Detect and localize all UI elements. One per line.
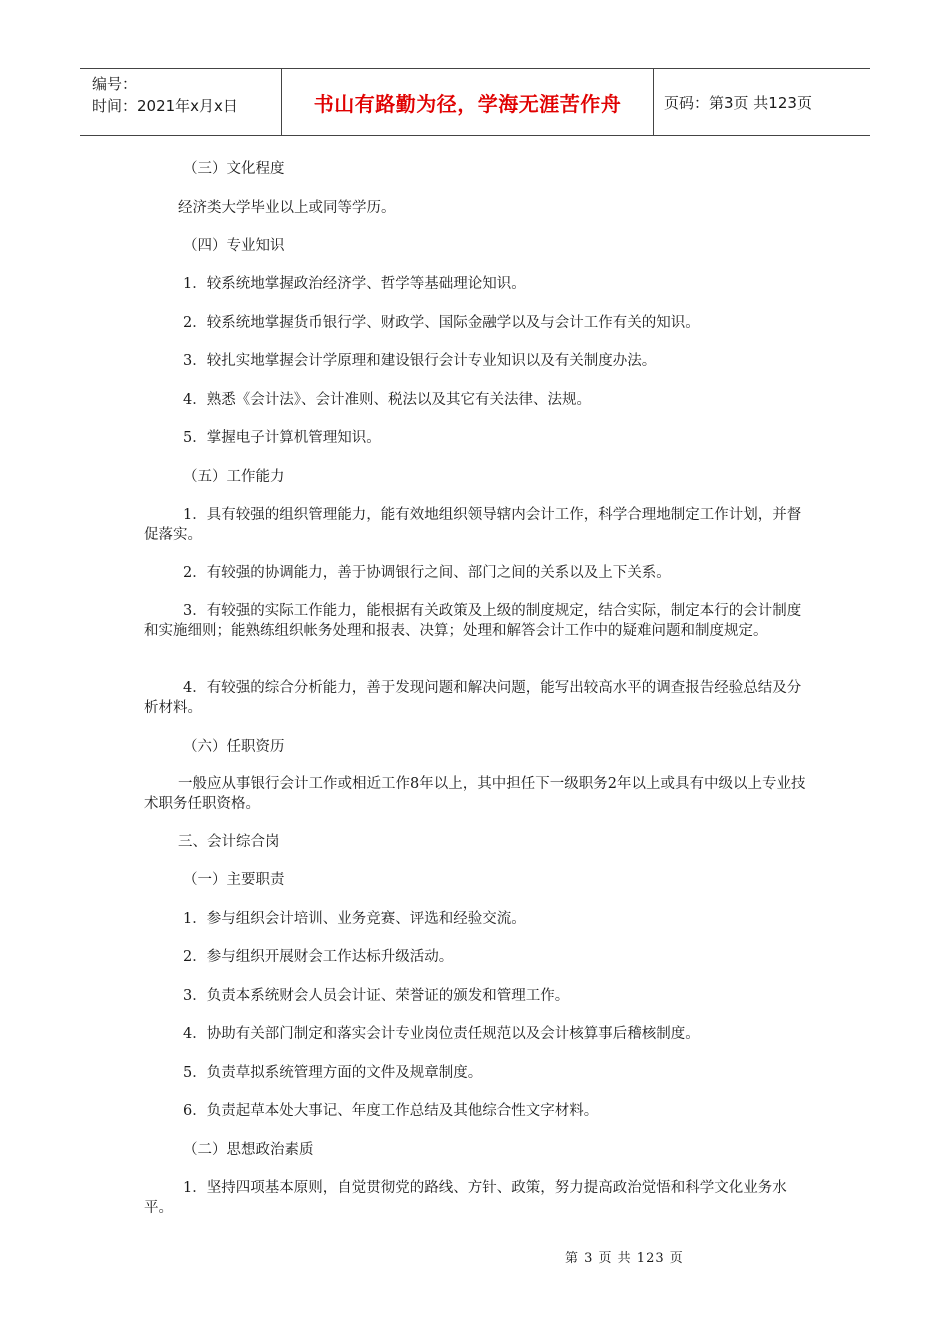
header-page-cell	[654, 69, 870, 135]
page-footer: 第 3 页 共 123 页	[565, 1251, 684, 1266]
list-item: 5．掌握电子计算机管理知识。	[183, 430, 381, 446]
list-item: 2．有较强的协调能力，善于协调银行之间、部门之间的关系以及上下关系。	[183, 565, 671, 581]
list-item: 6．负责起草本处大事记、年度工作总结及其他综合性文字材料。	[183, 1103, 599, 1119]
section-heading: （四）专业知识	[183, 238, 285, 254]
list-item: 1．具有较强的组织管理能力，能有效地组织领导辖内会计工作，科学合理地制定工作计划，并督促落实。	[144, 507, 802, 543]
list-item: 3．负责本系统财会人员会计证、荣誉证的颁发和管理工作。	[183, 988, 570, 1004]
doc-date-label: 时间：2021年x月x日	[92, 97, 238, 115]
section-heading: （六）任职资历	[183, 739, 285, 755]
doc-number-label: 编号：	[92, 75, 138, 93]
header-motto: 书山有路勤为径，学海无涯苦作舟	[313, 91, 622, 116]
page-header	[80, 68, 870, 136]
paragraph: 一般应从事银行会计工作或相近工作8年以上，其中担任下一级职务2年以上或具有中级以上专业技术职务任职资格。	[144, 776, 806, 812]
list-item: 1．坚持四项基本原则，自觉贯彻党的路线、方针、政策，努力提高政治觉悟和科学文化业务水平。	[144, 1180, 787, 1216]
list-item: 4．协助有关部门制定和落实会计专业岗位责任规范以及会计核算事后稽核制度。	[183, 1026, 700, 1042]
paragraph: 经济类大学毕业以上或同等学历。	[178, 200, 396, 216]
list-item: 1．较系统地掌握政治经济学、哲学等基础理论知识。	[183, 276, 526, 292]
header-motto-cell	[282, 69, 654, 135]
header-page-info: 页码：第3页 共123页	[664, 93, 812, 112]
section-heading: （三）文化程度	[183, 161, 285, 177]
list-item: 3．有较强的实际工作能力，能根据有关政策及上级的制度规定，结合实际，制定本行的会计制度和实施细则；能熟练组织帐务处理和报表、决算；处理和解答会计工作中的疑难问题和制度规定。	[144, 603, 802, 639]
list-item: 4．有较强的综合分析能力，善于发现问题和解决问题，能写出较高水平的调查报告经验总结及分析材料。	[144, 680, 802, 716]
section-heading: （一）主要职责	[183, 872, 285, 888]
list-item: 1．参与组织会计培训、业务竞赛、评选和经验交流。	[183, 911, 526, 927]
list-item: 4．熟悉《会计法》、会计准则、税法以及其它有关法律、法规。	[183, 392, 591, 408]
section-heading: 三、会计综合岗	[178, 834, 280, 850]
list-item: 2．参与组织开展财会工作达标升级活动。	[183, 949, 454, 965]
list-item: 5．负责草拟系统管理方面的文件及规章制度。	[183, 1065, 483, 1081]
section-heading: （五）工作能力	[183, 469, 285, 485]
list-item: 3．较扎实地掌握会计学原理和建设银行会计专业知识以及有关制度办法。	[183, 353, 657, 369]
header-meta	[80, 69, 282, 135]
section-heading: （二）思想政治素质	[183, 1142, 314, 1158]
list-item: 2．较系统地掌握货币银行学、财政学、国际金融学以及与会计工作有关的知识。	[183, 315, 700, 331]
